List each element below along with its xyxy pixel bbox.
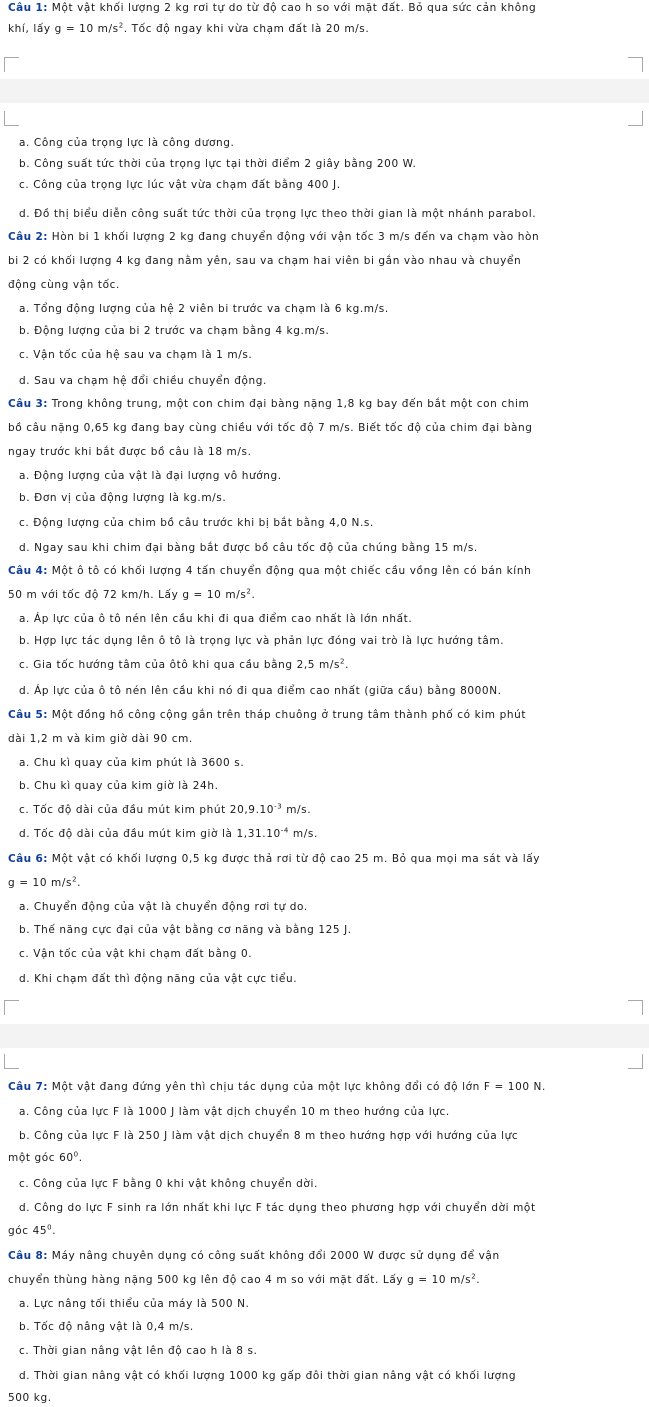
question-1-option-b: b. Công suất tức thời của trọng lực tại thời điểm 2 giây bằng 200 W. bbox=[19, 158, 417, 170]
question-8-option-d-line-2: 500 kg. bbox=[8, 1392, 52, 1404]
question-3-option-a: a. Động lượng của vật là đại lượng vô hướng. bbox=[19, 470, 282, 482]
question-1-label: Câu 1: bbox=[8, 2, 48, 14]
question-6-option-d: d. Khi chạm đất thì động năng của vật cực tiểu. bbox=[19, 973, 298, 985]
question-2-option-d: d. Sau va chạm hệ đổi chiều chuyển động. bbox=[19, 375, 267, 387]
question-2-option-a: a. Tổng động lượng của hệ 2 viên bi trước va chạm là 6 kg.m/s. bbox=[19, 303, 389, 315]
question-2-stem-line-2: bi 2 có khối lượng 4 kg đang nằm yên, sau va chạm hai viên bi gắn vào nhau và chuyển bbox=[8, 255, 522, 267]
question-5-option-d: d. Tốc độ dài của đầu mút kim giờ là $1,31.10^{-4}$ m/s. bbox=[19, 826, 318, 840]
question-4-option-c: c. Gia tốc hướng tâm của ôtô khi qua cầu bằng 2,5 $m/s^2$. bbox=[19, 657, 350, 671]
question-4-label: Câu 4: bbox=[8, 565, 48, 577]
question-2-option-b: b. Động lượng của bi 2 trước va chạm bằng 4 kg.m/s. bbox=[19, 325, 330, 337]
question-4-stem-line-2: 50 m với tốc độ 72 km/h. Lấy g = 10 $m/s^2$. bbox=[8, 587, 256, 601]
question-8-stem-line-2: chuyển thùng hàng nặng 500 kg lên độ cao 4 m so với mặt đất. Lấy g = 10 $m/s^2$. bbox=[8, 1272, 481, 1286]
page-crop-mark bbox=[628, 111, 643, 126]
question-7-option-d-line-2: góc $45^0$. bbox=[8, 1223, 57, 1237]
question-5-option-b: b. Chu kì quay của kim giờ là 24h. bbox=[19, 780, 219, 792]
question-2-label: Câu 2: bbox=[8, 231, 48, 243]
question-7-label: Câu 7: bbox=[8, 1081, 48, 1093]
page-break-band bbox=[0, 1024, 649, 1048]
question-5-option-c: c. Tốc độ dài của đầu mút kim phút $20,9.10^{-3}$ m/s. bbox=[19, 802, 312, 816]
page-crop-mark bbox=[4, 111, 19, 126]
question-8-option-c: c. Thời gian nâng vật lên độ cao h là 8 s. bbox=[19, 1345, 258, 1357]
page-crop-mark bbox=[628, 1000, 643, 1015]
question-5-label: Câu 5: bbox=[8, 709, 48, 721]
question-3-stem-line-1: Câu 3: Trong không trung, một con chim đại bàng nặng 1,8 kg bay đến bắt một con chim bbox=[8, 398, 530, 410]
page-crop-mark bbox=[4, 1000, 19, 1015]
question-1-stem-line-2: khí, lấy g = 10 $m/s^2$. Tốc độ ngay khi vừa chạm đất là 20 m/s. bbox=[8, 21, 370, 35]
question-1-stem-line-1: Câu 1: Một vật khối lượng 2 kg rơi tự do từ độ cao h so với mặt đất. Bỏ qua sức cản không bbox=[8, 2, 537, 14]
question-6-stem-line-2: g = 10 $m/s^2$. bbox=[8, 875, 82, 889]
question-7-option-a: a. Công của lực F là 1000 J làm vật dịch chuyển 10 m theo hướng của lực. bbox=[19, 1106, 450, 1118]
question-3-stem-line-2: bồ câu nặng 0,65 kg đang bay cùng chiều với tốc độ 7 m/s. Biết tốc độ của chim đại bàng bbox=[8, 422, 533, 434]
question-1-option-d: d. Đồ thị biểu diễn công suất tức thời của trọng lực theo thời gian là một nhánh parabol. bbox=[19, 208, 537, 220]
question-1-option-a: a. Công của trọng lực là công dương. bbox=[19, 137, 235, 149]
question-3-option-c: c. Động lượng của chim bồ câu trước khi bị bắt bằng 4,0 N.s. bbox=[19, 517, 374, 529]
question-6-label: Câu 6: bbox=[8, 853, 48, 865]
question-4-stem-line-1: Câu 4: Một ô tô có khối lượng 4 tấn chuyển động qua một chiếc cầu vồng lên có bán kính bbox=[8, 565, 532, 577]
question-4-option-b: b. Hợp lực tác dụng lên ô tô là trọng lực và phản lực đóng vai trò là lực hướng tâm. bbox=[19, 635, 505, 647]
question-5-stem-line-2: dài 1,2 m và kim giờ dài 90 cm. bbox=[8, 733, 193, 745]
question-8-label: Câu 8: bbox=[8, 1250, 48, 1262]
question-6-option-a: a. Chuyển động của vật là chuyển động rơi tự do. bbox=[19, 901, 308, 913]
question-2-stem-line-1: Câu 2: Hòn bi 1 khối lượng 2 kg đang chuyển động với vận tốc 3 m/s đến va chạm vào hòn bbox=[8, 231, 540, 243]
question-8-option-d-line-1: d. Thời gian nâng vật có khối lượng 1000 kg gấp đôi thời gian nâng vật có khối lượng bbox=[19, 1370, 517, 1382]
question-3-stem-line-3: ngay trước khi bắt được bồ câu là 18 m/s. bbox=[8, 446, 252, 458]
question-7-option-c: c. Công của lực F bằng 0 khi vật không chuyển dời. bbox=[19, 1178, 318, 1190]
page-crop-mark bbox=[628, 1054, 643, 1069]
question-5-stem-line-1: Câu 5: Một đồng hồ công cộng gắn trên tháp chuông ở trung tâm thành phố có kim phút bbox=[8, 709, 527, 721]
page-crop-mark bbox=[4, 57, 19, 72]
question-3-label: Câu 3: bbox=[8, 398, 48, 410]
question-8-option-a: a. Lực nâng tối thiểu của máy là 500 N. bbox=[19, 1298, 250, 1310]
question-2-option-c: c. Vận tốc của hệ sau va chạm là 1 m/s. bbox=[19, 349, 253, 361]
question-8-option-b: b. Tốc độ nâng vật là 0,4 m/s. bbox=[19, 1321, 194, 1333]
question-5-option-a: a. Chu kì quay của kim phút là 3600 s. bbox=[19, 757, 245, 769]
question-7-option-d-line-1: d. Công do lực F sinh ra lớn nhất khi lực F tác dụng theo phương hợp với chuyển dời một bbox=[19, 1202, 536, 1214]
question-2-stem-line-3: động cùng vận tốc. bbox=[8, 279, 120, 291]
question-7-stem-line-1: Câu 7: Một vật đang đứng yên thì chịu tác dụng của một lực không đổi có độ lớn F = 100 N. bbox=[8, 1081, 546, 1093]
page-break-band bbox=[0, 79, 649, 103]
question-1-option-c: c. Công của trọng lực lúc vật vừa chạm đất bằng 400 J. bbox=[19, 179, 341, 191]
question-3-option-d: d. Ngay sau khi chim đại bàng bắt được bồ câu tốc độ của chúng bằng 15 m/s. bbox=[19, 542, 478, 554]
page-crop-mark bbox=[628, 57, 643, 72]
question-7-option-b-line-1: b. Công của lực F là 250 J làm vật dịch chuyển 8 m theo hướng hợp với hướng của lực bbox=[19, 1130, 519, 1142]
question-3-option-b: b. Đơn vị của động lượng là kg.m/s. bbox=[19, 492, 227, 504]
question-4-option-a: a. Áp lực của ô tô nén lên cầu khi đi qua điểm cao nhất là lớn nhất. bbox=[19, 613, 413, 625]
question-8-stem-line-1: Câu 8: Máy nâng chuyên dụng có công suất không đổi 2000 W được sử dụng để vận bbox=[8, 1250, 500, 1262]
question-6-option-b: b. Thế năng cực đại của vật bằng cơ năng và bằng 125 J. bbox=[19, 924, 352, 936]
question-6-option-c: c. Vận tốc của vật khi chạm đất bằng 0. bbox=[19, 948, 253, 960]
page-crop-mark bbox=[4, 1054, 19, 1069]
question-7-option-b-line-2: một góc $60^0$. bbox=[8, 1150, 83, 1164]
question-6-stem-line-1: Câu 6: Một vật có khối lượng 0,5 kg được thả rơi từ độ cao 25 m. Bỏ qua mọi ma sát và lấy bbox=[8, 853, 541, 865]
question-4-option-d: d. Áp lực của ô tô nén lên cầu khi nó đi qua điểm cao nhất (giữa cầu) bằng 8000N. bbox=[19, 685, 502, 697]
